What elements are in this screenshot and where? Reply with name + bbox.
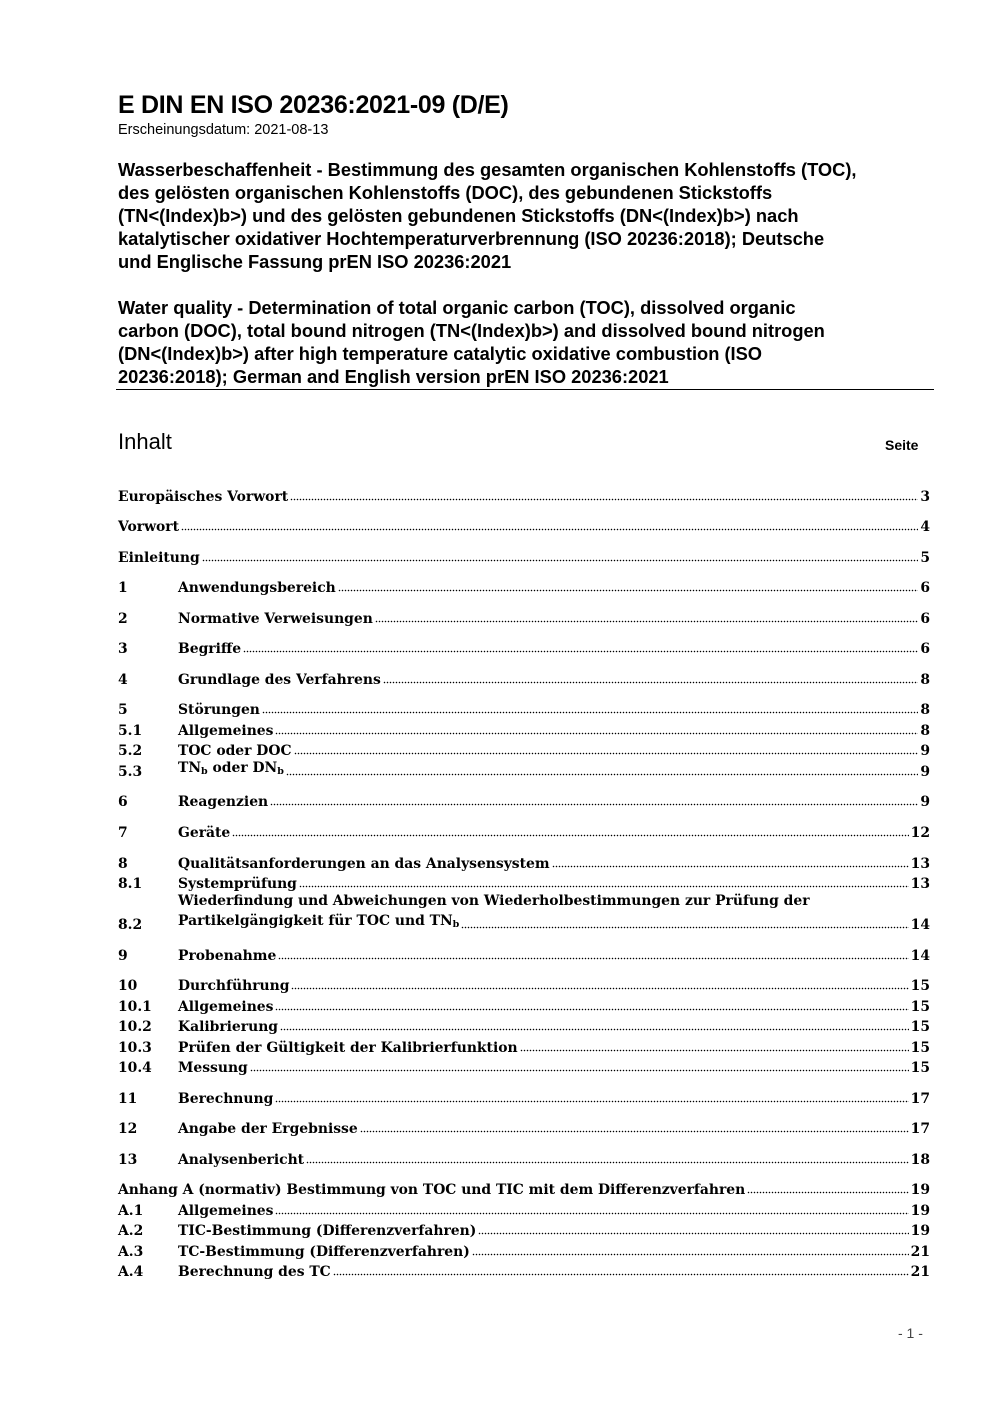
toc-entry[interactable] xyxy=(118,1201,930,1221)
toc-entry-number: A.4 xyxy=(118,1264,144,1280)
toc-entry-page: 17 xyxy=(910,1091,930,1107)
toc-entry[interactable] xyxy=(118,548,930,568)
toc-entry-label: Allgemeines xyxy=(178,1203,274,1219)
toc-entry[interactable] xyxy=(118,1180,930,1200)
toc-leader-dots xyxy=(275,1098,908,1104)
publication-date-label: Erscheinungsdatum: xyxy=(118,122,251,138)
toc-entry-number: 6 xyxy=(118,794,128,810)
toc-entry[interactable] xyxy=(118,487,930,507)
toc-leader-dots xyxy=(270,801,918,807)
toc-entry-page: 3 xyxy=(920,489,930,505)
toc-entry-number: 8 xyxy=(118,856,128,872)
toc-entry-label: Störungen xyxy=(178,702,260,718)
toc-entry[interactable] xyxy=(118,1150,930,1170)
toc-leader-dots xyxy=(243,648,918,654)
toc-entry-number: 5.3 xyxy=(118,764,143,780)
toc-entry-page: 15 xyxy=(910,1060,930,1076)
toc-entry[interactable] xyxy=(118,792,930,812)
toc-entry-label: Systemprüfung xyxy=(178,876,297,892)
title-german xyxy=(118,158,933,273)
toc-entry-page: 15 xyxy=(910,999,930,1015)
toc-leader-dots xyxy=(461,924,908,930)
toc-entry[interactable] xyxy=(118,762,930,782)
toc-leader-dots xyxy=(275,1006,908,1012)
toc-leader-dots xyxy=(181,526,918,532)
toc-entry[interactable] xyxy=(118,639,930,659)
toc-entry-number: A.1 xyxy=(118,1203,144,1219)
toc-entry-label: Berechnung xyxy=(178,1091,274,1107)
toc-entry-label: TOC oder DOC xyxy=(178,743,292,759)
toc-leader-dots xyxy=(552,863,909,869)
toc-entry[interactable] xyxy=(118,946,930,966)
toc-entry-label: Anhang A (normativ) Bestimmung von TOC und TIC mit dem Differenzverfahren xyxy=(118,1182,746,1198)
toc-entry-label: Einleitung xyxy=(118,550,200,566)
toc-entry[interactable] xyxy=(118,670,930,690)
page-column-heading: Seite xyxy=(885,437,919,453)
toc-entry[interactable] xyxy=(118,700,930,720)
toc-leader-dots xyxy=(294,750,919,756)
toc-entry-page: 15 xyxy=(910,1040,930,1056)
toc-entry-page: 21 xyxy=(910,1264,930,1280)
toc-entry-number: 10.2 xyxy=(118,1019,152,1035)
toc-entry[interactable] xyxy=(118,1017,930,1037)
toc-entry-page: 17 xyxy=(910,1121,930,1137)
toc-leader-dots xyxy=(338,587,919,593)
toc-entry-label: Durchführung xyxy=(178,978,290,994)
toc-entry-page: 15 xyxy=(910,1019,930,1035)
toc-entry-label: TC-Bestimmung (Differenzverfahren) xyxy=(178,1244,470,1260)
toc-entry-label: Probenahme xyxy=(178,948,277,964)
toc-entry[interactable] xyxy=(118,823,930,843)
toc-entry-page: 6 xyxy=(920,641,930,657)
toc-leader-dots xyxy=(275,1210,908,1216)
toc-entry-number: 5.2 xyxy=(118,743,143,759)
title-german-line: und Englische Fassung prEN ISO 20236:2021 xyxy=(118,251,512,272)
toc-entry-number: A.2 xyxy=(118,1223,144,1239)
toc-entry-page: 9 xyxy=(920,794,930,810)
toc-entry-page: 8 xyxy=(920,723,930,739)
toc-entry-page: 13 xyxy=(910,876,930,892)
toc-entry-number: 10.3 xyxy=(118,1040,152,1056)
toc-entry-page: 14 xyxy=(910,948,930,964)
toc-entry-page: 19 xyxy=(910,1182,930,1198)
toc-leader-dots xyxy=(299,883,909,889)
toc-leader-dots xyxy=(202,557,919,563)
toc-entry-number: 7 xyxy=(118,825,128,841)
toc-entry-page: 5 xyxy=(920,550,930,566)
toc-entry-page: 8 xyxy=(920,702,930,718)
toc-entry-label: TIC-Bestimmung (Differenzverfahren) xyxy=(178,1223,477,1239)
title-english-line: Water quality - Determination of total organic carbon (TOC), dissolved organic xyxy=(118,297,796,318)
toc-leader-dots xyxy=(360,1128,909,1134)
toc-entry[interactable] xyxy=(118,1089,930,1109)
title-german-line: des gelösten organischen Kohlenstoffs (DOC), des gebundenen Stickstoffs xyxy=(118,182,773,203)
toc-entry-number: 5 xyxy=(118,702,128,718)
toc-entry-page: 19 xyxy=(910,1203,930,1219)
toc-entry-label: Europäisches Vorwort xyxy=(118,489,289,505)
document-id: E DIN EN ISO 20236:2021-09 (D/E) xyxy=(118,91,509,119)
title-german-line: Wasserbeschaffenheit - Bestimmung des gesamten organischen Kohlenstoffs (TOC), xyxy=(118,159,857,180)
toc-entry-label xyxy=(178,758,286,782)
toc-entry[interactable] xyxy=(118,517,930,537)
toc-entry-label: Begriffe xyxy=(178,641,242,657)
toc-leader-dots xyxy=(747,1189,908,1195)
toc-entry-page: 21 xyxy=(910,1244,930,1260)
toc-entry-page: 6 xyxy=(920,580,930,596)
toc-entry[interactable] xyxy=(118,1221,930,1241)
toc-entry-page: 19 xyxy=(910,1223,930,1239)
toc-entry-number: 8.2 xyxy=(118,917,143,933)
toc-entry-number: 3 xyxy=(118,641,128,657)
contents-heading: Inhalt xyxy=(118,429,172,454)
toc-entry-number: 10.1 xyxy=(118,999,152,1015)
toc-entry-page: 6 xyxy=(920,611,930,627)
toc-entry-page: 4 xyxy=(920,519,930,535)
toc-entry-label: Analysenbericht xyxy=(178,1152,305,1168)
toc-entry-label: Grundlage des Verfahrens xyxy=(178,672,381,688)
toc-entry-label: Qualitätsanforderungen an das Analysensystem xyxy=(178,856,550,872)
toc-entry-label-part: oder DN xyxy=(207,760,278,776)
title-divider xyxy=(116,389,934,390)
title-english-line: 20236:2018); German and English version prEN ISO 20236:2021 xyxy=(118,366,669,387)
toc-entry[interactable] xyxy=(118,721,930,741)
toc-entry-page: 8 xyxy=(920,672,930,688)
toc-entry-page: 13 xyxy=(910,856,930,872)
toc-entry-number: 5.1 xyxy=(118,723,143,739)
publication-date xyxy=(118,121,328,139)
toc-entry-label-part: TN xyxy=(178,760,202,776)
toc-entry[interactable] xyxy=(118,1038,930,1058)
toc-entry-number: 10.4 xyxy=(118,1060,152,1076)
toc-entry-label: Allgemeines xyxy=(178,999,274,1015)
toc-entry-label: Angabe der Ergebnisse xyxy=(178,1121,358,1137)
toc-entry-subscript: b xyxy=(201,766,208,777)
toc-leader-dots xyxy=(333,1271,909,1277)
toc-entry[interactable] xyxy=(118,578,930,598)
toc-leader-dots xyxy=(478,1230,908,1236)
toc-entry[interactable] xyxy=(118,1119,930,1139)
title-german-line: katalytischer oxidativer Hochtemperaturverbrennung (ISO 20236:2018); Deutsche xyxy=(118,228,825,249)
toc-entry-label: Anwendungsbereich xyxy=(178,580,336,596)
toc-entry-label xyxy=(178,891,930,935)
toc-leader-dots xyxy=(278,955,908,961)
toc-entry-page: 14 xyxy=(910,917,930,933)
toc-entry[interactable] xyxy=(118,895,930,935)
toc-entry-label-part: Partikelgängigkeit für TOC und TN xyxy=(178,913,453,929)
toc-leader-dots xyxy=(275,730,918,736)
toc-leader-dots xyxy=(472,1251,909,1257)
toc-leader-dots xyxy=(306,1159,909,1165)
toc-entry[interactable] xyxy=(118,976,930,996)
toc-entry[interactable] xyxy=(118,609,930,629)
toc-leader-dots xyxy=(291,985,908,991)
title-english-line: (DN<(Index)b>) after high temperature catalytic oxidative combustion (ISO xyxy=(118,343,763,364)
toc-entry-label: Geräte xyxy=(178,825,231,841)
toc-entry-label: Normative Verweisungen xyxy=(178,611,373,627)
toc-entry-label: Berechnung des TC xyxy=(178,1264,331,1280)
toc-entry-page: 9 xyxy=(920,764,930,780)
toc-entry-number: A.3 xyxy=(118,1244,144,1260)
title-english-line: carbon (DOC), total bound nitrogen (TN<(Index)b>) and dissolved bound nitrogen xyxy=(118,320,825,341)
toc-leader-dots xyxy=(286,771,918,777)
toc-entry-number: 8.1 xyxy=(118,876,143,892)
toc-entry-page: 9 xyxy=(920,743,930,759)
toc-entry[interactable] xyxy=(118,1058,930,1078)
toc-entry-label: Reagenzien xyxy=(178,794,269,810)
toc-entry-label: Prüfen der Gültigkeit der Kalibrierfunktion xyxy=(178,1040,518,1056)
toc-entry-page: 18 xyxy=(910,1152,930,1168)
toc-entry-label: Messung xyxy=(178,1060,248,1076)
toc-entry-page: 12 xyxy=(910,825,930,841)
toc-leader-dots xyxy=(375,618,919,624)
toc-leader-dots xyxy=(262,709,918,715)
toc-entry-number: 9 xyxy=(118,948,128,964)
toc-entry-number: 11 xyxy=(118,1091,138,1107)
page-number: - 1 - xyxy=(898,1325,923,1341)
toc-leader-dots xyxy=(250,1067,909,1073)
toc-entry-number: 1 xyxy=(118,580,128,596)
toc-leader-dots xyxy=(232,832,908,838)
toc-entry-label: Allgemeines xyxy=(178,723,274,739)
toc-entry-label-line: Wiederfindung und Abweichungen von Wiederholbestimmungen zur Prüfung der xyxy=(178,893,810,909)
toc-entry-label: Kalibrierung xyxy=(178,1019,279,1035)
toc-entry[interactable] xyxy=(118,854,930,874)
title-english xyxy=(118,296,933,388)
toc-entry-subscript: b xyxy=(452,919,460,930)
toc-leader-dots xyxy=(520,1047,909,1053)
toc-entry-number: 10 xyxy=(118,978,138,994)
toc-entry-number: 12 xyxy=(118,1121,138,1137)
toc-entry-number: 4 xyxy=(118,672,128,688)
toc-entry-label: Vorwort xyxy=(118,519,180,535)
toc-entry-subscript: b xyxy=(277,766,284,777)
toc-entry[interactable] xyxy=(118,997,930,1017)
toc-entry-label-part xyxy=(178,911,461,935)
toc-entry[interactable] xyxy=(118,1242,930,1262)
toc-leader-dots xyxy=(280,1026,909,1032)
toc-entry-page: 15 xyxy=(910,978,930,994)
toc-leader-dots xyxy=(290,496,918,502)
publication-date-value: 2021-08-13 xyxy=(254,122,329,138)
title-german-line: (TN<(Index)b>) und des gelösten gebundenen Stickstoffs (DN<(Index)b>) nach xyxy=(118,205,799,226)
toc-entry-number: 13 xyxy=(118,1152,138,1168)
toc-entry-number: 2 xyxy=(118,611,128,627)
toc-entry[interactable] xyxy=(118,1262,930,1282)
toc-entry-label-line xyxy=(178,911,930,935)
toc-leader-dots xyxy=(383,679,919,685)
